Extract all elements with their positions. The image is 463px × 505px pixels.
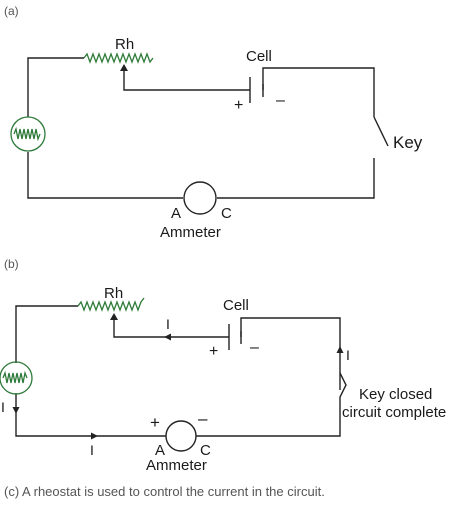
panel-b-circuit bbox=[0, 298, 346, 451]
panel-a-slider-wire bbox=[124, 68, 250, 90]
panel-a-lamp-coil bbox=[14, 129, 40, 139]
panel-b-ammeter-c-label: C bbox=[200, 442, 211, 459]
panel-a-rheostat bbox=[84, 54, 153, 62]
panel-b-current-arrow-top bbox=[164, 334, 171, 341]
panel-b-key-label-line2: circuit complete bbox=[342, 404, 447, 421]
panel-b-current-label-left: I bbox=[1, 399, 5, 415]
panel-b-key-label-line1: Key closed bbox=[359, 386, 433, 403]
panel-a-wire-bottom-right bbox=[217, 158, 374, 198]
panel-b-current-arrow-right bbox=[337, 346, 344, 353]
panel-b-ammeter-minus: – bbox=[198, 409, 208, 428]
panel-a-key-label: Key bbox=[393, 133, 423, 152]
panel-b-current-arrow-left bbox=[13, 407, 20, 414]
panel-b-ammeter bbox=[166, 421, 196, 451]
panel-a-minus-sign: – bbox=[276, 92, 285, 109]
panel-a-ammeter bbox=[184, 182, 216, 214]
panel-b-current-label-right: I bbox=[346, 347, 350, 363]
panel-b-current-arrow-bottom bbox=[91, 433, 98, 440]
panel-b-minus-sign: – bbox=[250, 339, 259, 356]
panel-a-slider-arrow bbox=[120, 64, 128, 71]
panel-b-ammeter-a-label: A bbox=[155, 442, 166, 459]
panel-a-label: (a) bbox=[4, 4, 19, 18]
panel-a-wire-top-left bbox=[28, 58, 84, 117]
panel-a-ammeter-a-label: A bbox=[171, 205, 182, 222]
panel-b-label: (b) bbox=[4, 257, 19, 271]
panel-a-circuit bbox=[11, 54, 388, 214]
panel-a-key-blade bbox=[374, 117, 388, 146]
panel-b-current-label-bottom: I bbox=[90, 442, 94, 458]
panel-a-ammeter-c-label: C bbox=[221, 205, 232, 222]
panel-a-cell-label: Cell bbox=[246, 48, 272, 65]
panel-b-plus-sign: + bbox=[209, 343, 219, 360]
panel-b-ammeter-label: Ammeter bbox=[146, 457, 207, 474]
panel-a-wire-bottom-left bbox=[28, 152, 183, 198]
panel-b-wire-bottom-left bbox=[16, 393, 166, 436]
figure-caption: (c) A rheostat is used to control the current in the circuit. bbox=[4, 484, 325, 499]
panel-b-wire-top-left bbox=[16, 306, 78, 363]
panel-a-ammeter-label: Ammeter bbox=[160, 224, 221, 241]
panel-b-slider-wire bbox=[114, 316, 229, 337]
panel-b-cell-label: Cell bbox=[223, 297, 249, 314]
panel-a-plus-sign: + bbox=[234, 97, 244, 114]
panel-b-slider-arrow bbox=[110, 313, 118, 320]
panel-b-rheostat-label: Rh bbox=[104, 285, 124, 302]
panel-b-current-label-top: I bbox=[166, 316, 170, 332]
panel-a-rheostat-label: Rh bbox=[115, 36, 135, 53]
panel-b-key-closed bbox=[196, 373, 346, 436]
panel-b-ammeter-plus: + bbox=[150, 413, 160, 432]
panel-b-lamp-coil bbox=[3, 373, 27, 383]
